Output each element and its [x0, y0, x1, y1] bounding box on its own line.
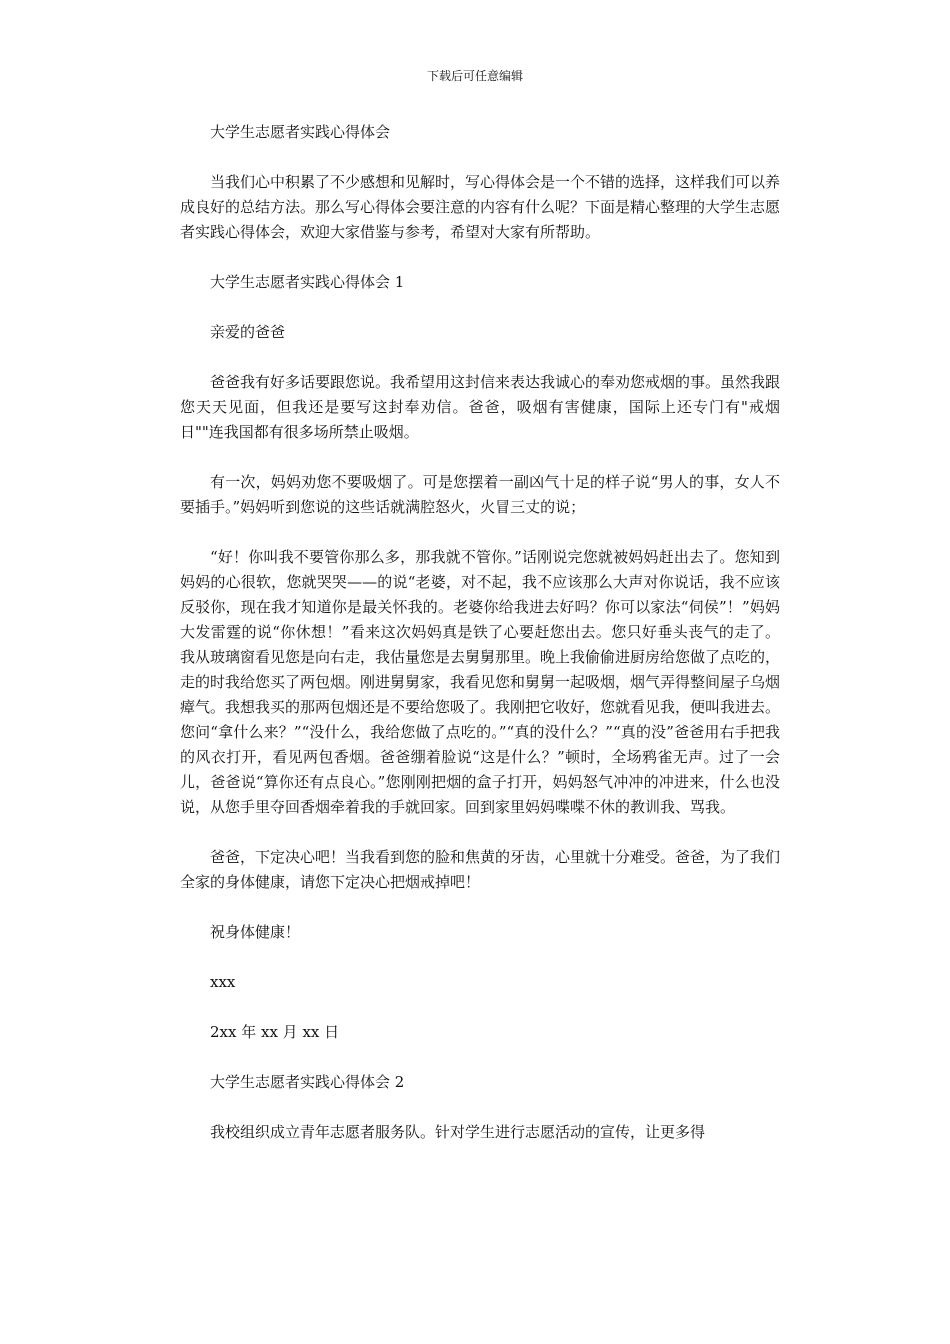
- intro-paragraph: 当我们心中积累了不少感想和见解时，写心得体会是一个不错的选择，这样我们可以养成良好的总结方法。那么写心得体会要注意的内容有什么呢？下面是精心整理的大学生志愿者实践心得体会，欢迎大家借鉴与参考，希望对大家有所帮助。: [180, 173, 781, 241]
- letter-paragraph: 有一次，妈妈劝您不要吸烟了。可是您摆着一副凶气十足的样子说“男人的事，女人不要插手。”妈妈听到您说的这些话就满腔怒火，火冒三丈的说；: [180, 473, 780, 516]
- letter-signature: xxx: [210, 973, 236, 991]
- page-header: 下载后可任意编辑: [426, 69, 523, 83]
- section-1-heading: 大学生志愿者实践心得体会 1: [210, 273, 405, 291]
- section-2-paragraph: 我校组织成立青年志愿者服务队。针对学生进行志愿活动的宣传，让更多得: [210, 1123, 706, 1141]
- document-title: 大学生志愿者实践心得体会: [210, 123, 391, 141]
- section-2-heading: 大学生志愿者实践心得体会 2: [210, 1073, 405, 1091]
- letter-paragraph: “好！你叫我不要管你那么多，那我就不管你。”话刚说完您就被妈妈赶出去了。您知到妈妈的心很软，您就哭哭——的说“老婆，对不起，我不应该那么大声对你说话，我不应该反驳你，现在我才知道你是最关怀我的。老婆你给我进去好吗？你可以家法“伺侯”！”妈妈大发雷霆的说“你休想！”看来这次妈妈真是铁了心要赶您出去。您只好垂头丧气的走了。我从玻璃窗看见您是向右走，我估量您是去舅舅那里。晚上我偷偷进厨房给您做了点吃的，走的时我给您买了两包烟。刚进舅舅家，我看见您和舅舅一起吸烟，烟气弄得整间屋子乌烟瘴气。我想我买的那两包烟还是不要给您吸了。我刚把它收好，您就看见我，便叫我进去。您问“拿什么来？”“没什么，我给您做了点吃的。”“真的没什么？”“真的没”爸爸用右手把我的风衣打开，看见两包香烟。爸爸绷着脸说“这是什么？”顿时，全场鸦雀无声。过了一会儿，爸爸说“算你还有点良心。”您刚刚把烟的盒子打开，妈妈怒气冲冲的冲进来，什么也没说，从您手里夺回香烟牵着我的手就回家。回到家里妈妈喋喋不休的教训我、骂我。: [180, 548, 781, 816]
- letter-date: 2xx 年 xx 月 xx 日: [210, 1023, 340, 1041]
- letter-paragraph: 爸爸我有好多话要跟您说。我希望用这封信来表达我诚心的奉劝您戒烟的事。虽然我跟您天天见面，但我还是要写这封奉劝信。爸爸，吸烟有害健康，国际上还专门有"戒烟日""连我国都有很多场所禁止吸烟。: [180, 373, 781, 441]
- document-body: [180, 120, 780, 1145]
- letter-paragraph: 爸爸，下定决心吧！当我看到您的脸和焦黄的牙齿，心里就十分难受。爸爸，为了我们全家的身体健康，请您下定决心把烟戒掉吧！: [180, 848, 781, 891]
- letter-closing: 祝身体健康！: [210, 923, 301, 941]
- letter-salutation: 亲爱的爸爸: [210, 323, 286, 341]
